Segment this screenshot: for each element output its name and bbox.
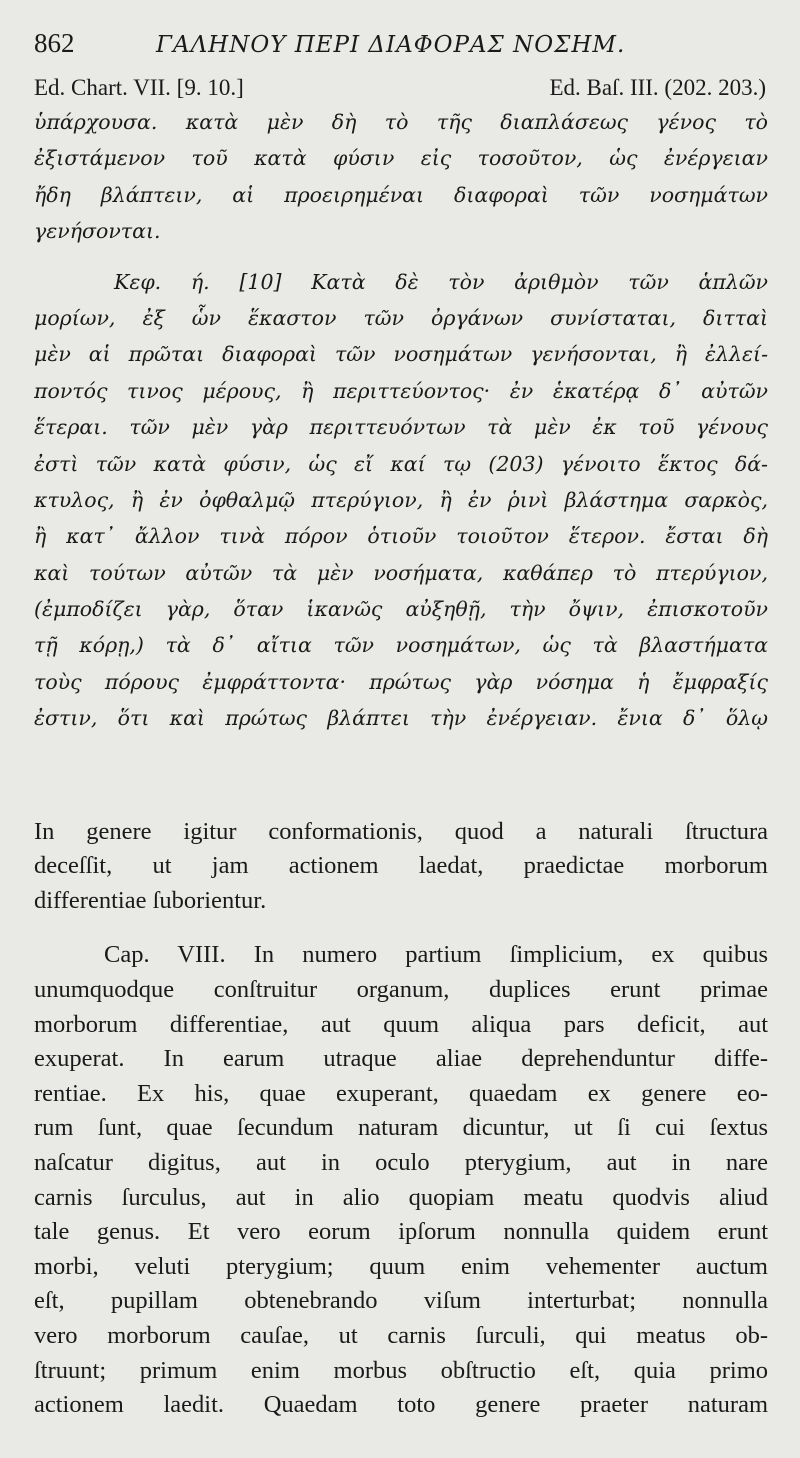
edition-left: Ed. Chart. VII. [9. 10.]: [34, 75, 244, 100]
greek-line: (ἐμποδίζει γὰρ, ὅταν ἱκανῶς αὐξηθῇ, τὴν ὄψιν, ἐπισκοτοῦν: [34, 597, 768, 622]
latin-line: morborum differentiae, aut quum aliqua pars deficit, aut: [34, 1010, 768, 1038]
greek-line: τῇ κόρῃ,) τὰ δ᾽ αἴτια τῶν νοσημάτων, ὡς τὰ βλαστήματα: [34, 633, 768, 658]
greek-line: τοὺς πόρους ἐμφράττοντα· πρώτως γὰρ νόσημα ἡ ἔμφραξίς: [34, 669, 768, 694]
latin-line: unumquodque conſtruitur organum, duplices erunt primae: [34, 976, 768, 1004]
latin-line: exuperat. In earum utraque aliae deprehenduntur diffe-: [34, 1045, 768, 1073]
greek-line: ἐστιν, ὅτι καὶ πρώτως βλάπτει τὴν ἐνέργειαν. ἔνια δ᾽ ὅλῳ: [34, 706, 768, 731]
latin-paragraph: [34, 938, 768, 1422]
greek-line: μορίων, ἐξ ὧν ἕκαστον τῶν ὀργάνων συνίσταται, διτταὶ: [34, 305, 768, 330]
latin-line: rentiae. Ex his, quae exuperant, quaedam ex genere eo-: [34, 1079, 768, 1107]
greek-line: γενήσονται.: [34, 219, 161, 244]
edition-reference-line: [34, 72, 768, 104]
latin-line: In genere igitur conformationis, quod a naturali ſtructura: [34, 817, 768, 845]
greek-text: [34, 104, 768, 737]
greek-line: μὲν αἱ πρῶται διαφοραὶ τῶν νοσημάτων γενήσονται, ἢ ἐλλεί-: [34, 342, 768, 367]
greek-line: ἐστὶ τῶν κατὰ φύσιν, ὡς εἴ καί τῳ (203) γένοιτο ἕκτος δά-: [34, 451, 768, 476]
greek-paragraph: [34, 104, 768, 250]
latin-paragraph: [34, 815, 768, 919]
latin-line: Cap. VIII. In numero partium ſimplicium, ex quibus: [104, 941, 768, 969]
greek-line: ὑπάρχουσα. κατὰ μὲν δὴ τὸ τῆς διαπλάσεως γένος τὸ: [34, 110, 768, 134]
latin-line: rum ſunt, quae ſecundum naturam dicuntur, ut ſi cui ſextus: [34, 1114, 768, 1142]
greek-line: κτυλος, ἢ ἐν ὀφθαλμῷ πτερύγιον, ἢ ἐν ῥινὶ βλάστημα σαρκὸς,: [34, 487, 768, 512]
greek-line: ἢ κατ᾽ ἄλλον τινὰ πόρον ὁτιοῦν τοιοῦτον ἕτερον. ἔσται δὴ: [34, 524, 768, 549]
greek-line: ἕτεραι. τῶν μὲν γὰρ περιττευόντων τὰ μὲν ἐκ τοῦ γένους: [34, 415, 768, 440]
latin-line: tale genus. Et vero eorum ipſorum nonnulla quidem erunt: [34, 1218, 768, 1246]
running-title: ΓΑΛΗΝΟΥ ΠΕΡΙ ΔΙΑΦΟΡΑΣ ΝΟΣΗΜ.: [156, 32, 626, 58]
latin-line: morbi, veluti pterygium; quum enim vehementer auctum: [34, 1252, 768, 1280]
greek-line: ἤδη βλάπτειν, αἱ προειρημέναι διαφοραὶ τῶν νοσημάτων: [34, 182, 768, 207]
latin-line: naſcatur digitus, aut in oculo pterygium, aut in nare: [34, 1148, 768, 1176]
page-header: [34, 28, 768, 72]
edition-right: Ed. Baſ. III. (202. 203.): [549, 75, 766, 100]
latin-text: [34, 815, 768, 1423]
latin-line: differentiae ſuborientur.: [34, 886, 267, 914]
latin-line: eſt, pupillam obtenebrando viſum interturbat; nonnulla: [34, 1287, 768, 1315]
latin-line: actionem laedit. Quaedam toto genere praeter naturam: [34, 1391, 768, 1419]
greek-paragraph: [34, 264, 768, 737]
greek-line: καὶ τούτων αὐτῶν τὰ μὲν νοσήματα, καθάπερ τὸ πτερύγιον,: [34, 560, 768, 585]
page-number: 862: [34, 28, 75, 58]
latin-line: deceſſit, ut jam actionem laedat, praedictae morborum: [34, 852, 768, 880]
greek-line: ἐξιστάμενον τοῦ κατὰ φύσιν εἰς τοσοῦτον, ὡς ἐνέργειαν: [34, 146, 768, 171]
latin-line: vero morborum cauſae, ut carnis ſurculi, qui meatus ob-: [34, 1321, 768, 1349]
latin-line: carnis ſurculus, aut in alio quopiam meatu quodvis aliud: [34, 1183, 768, 1211]
greek-line: Κεφ. ή. [10] Κατὰ δὲ τὸν ἀριθμὸν τῶν ἁπλῶν: [114, 269, 768, 294]
latin-line: ſtruunt; primum enim morbus obſtructio eſt, quia primo: [34, 1356, 768, 1384]
greek-line: ποντός τινος μέρους, ἢ περιττεύοντος· ἐν ἑκατέρᾳ δ᾽ αὐτῶν: [34, 378, 768, 403]
